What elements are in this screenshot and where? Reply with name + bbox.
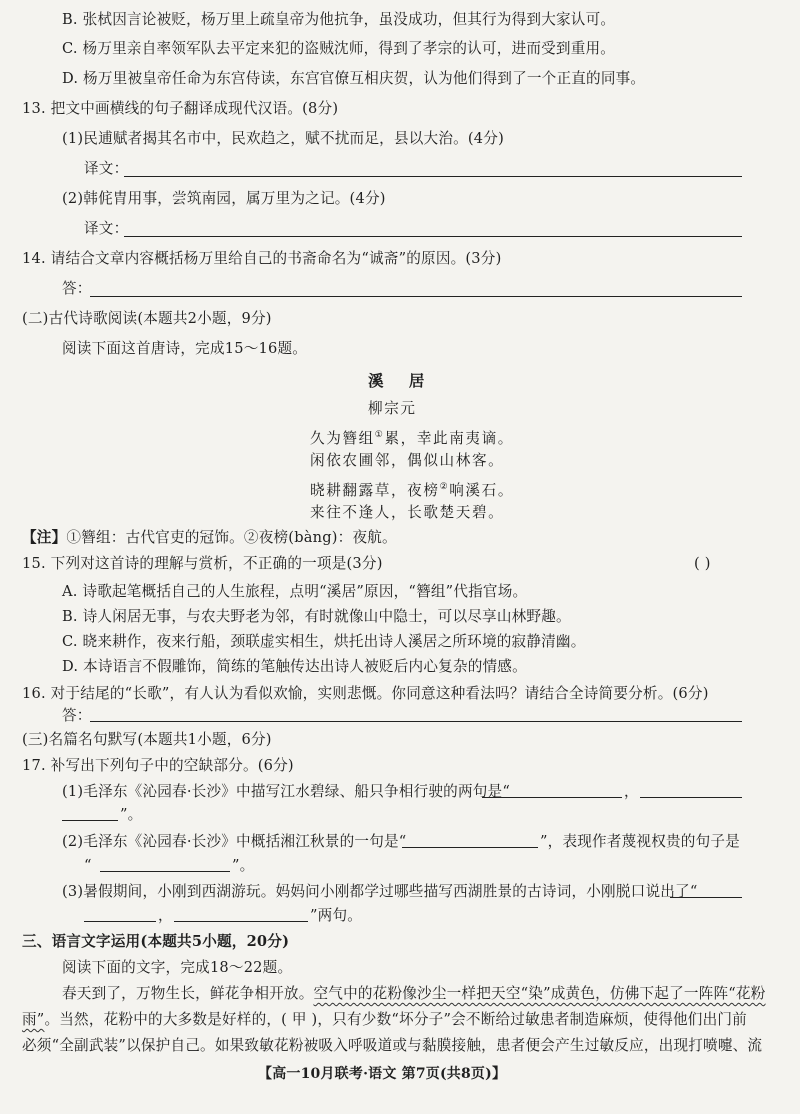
passage-wavy-sentence-1: 空气中的花粉像沙尘一样把天空“染”成黄色，仿佛下起了一阵阵“花粉 xyxy=(313,985,766,1002)
q14-answer-label: 答： xyxy=(62,280,92,297)
poem-line-2: 闲依农圃邻，偶似山林客。 xyxy=(310,452,505,469)
poem-author: 柳宗元 xyxy=(368,400,417,417)
q15-answer-paren[interactable]: ( ) xyxy=(694,555,711,572)
passage-line-1: 春天到了，万物生长，鲜花争相开放。空气中的花粉像沙尘一样把天空“染”成黄色，仿佛下起了一阵阵“花粉 xyxy=(62,985,766,1002)
passage-wavy-sentence-2: 雨” xyxy=(22,1011,45,1028)
q13-answer-label-1: 译文： xyxy=(84,160,129,177)
q15-option-c: C. 晓来耕作，夜来行船，颈联虚实相生，烘托出诗人溪居之所环境的寂静清幽。 xyxy=(62,633,586,650)
q17-s2-open-quote: “ xyxy=(84,857,92,874)
poem-line-3: 晓耕翻露草，夜榜②响溪石。 xyxy=(310,481,515,499)
poem-line-4: 来往不逢人，长歌楚天碧。 xyxy=(310,504,505,521)
q17-s2-text-a: (2)毛泽东《沁园春·长沙》中概括湘江秋景的一句是“ xyxy=(62,833,407,850)
poem-title: 溪 居 xyxy=(368,371,435,390)
q17-s1-end: ”。 xyxy=(120,806,143,823)
q13-answer-line-1[interactable] xyxy=(124,176,742,177)
q17-s1-blank-2a[interactable] xyxy=(640,797,742,798)
q17-s3-end: ”两句。 xyxy=(310,907,363,924)
q12-option-b: B. 张栻因言论被贬，杨万里上疏皇帝为他抗争，虽没成功，但其行为得到大家认可。 xyxy=(62,11,616,28)
q17-stem: 17. 补写出下列句子中的空缺部分。(6分) xyxy=(22,757,294,774)
q15-option-b: B. 诗人闲居无事，与农夫野老为邻，有时就像山中隐士，可以尽享山林野趣。 xyxy=(62,608,571,625)
passage-line-2: 雨”。当然，花粉中的大多数是好样的，( 甲 )，只有少数“坏分子”会不断给过敏患者制造麻烦，使得他们出门前 xyxy=(22,1011,747,1028)
part3-intro: 阅读下面的文字，完成18～22题。 xyxy=(62,959,293,976)
q17-s1-text: (1)毛泽东《沁园春·长沙》中描写江水碧绿、船只争相行驶的两句是“ xyxy=(62,783,510,800)
q17-s3-blank-1a[interactable] xyxy=(670,897,742,898)
section2-heading: (二)古代诗歌阅读(本题共2小题，9分) xyxy=(22,310,272,327)
poem-note: 【注】①簪组：古代官吏的冠饰。②夜榜(bàng)：夜航。 xyxy=(22,529,397,546)
footnote-mark-1: ① xyxy=(374,430,385,440)
q17-s3-blank-1b[interactable] xyxy=(84,921,156,922)
q16-stem: 16. 对于结尾的“长歌”，有人认为看似欢愉，实则悲慨。你同意这种看法吗？请结合全诗简要分析。(6分) xyxy=(22,685,709,702)
q15-option-a: A. 诗歌起笔概括自己的人生旅程，点明“溪居”原因，“簪组”代指官场。 xyxy=(62,583,528,600)
page-footer: 【高一10月联考·语文 第7页(共8页)】 xyxy=(258,1066,507,1082)
q14-stem: 14. 请结合文章内容概括杨万里给自己的书斋命名为“诚斋”的原因。(3分) xyxy=(22,250,502,267)
q17-s3-comma: ， xyxy=(158,907,173,924)
q15-option-d: D. 本诗语言不假雕饰，简练的笔触传达出诗人被贬后内心复杂的情感。 xyxy=(62,658,527,675)
q12-option-d: D. 杨万里被皇帝任命为东宫侍读，东宫官僚互相庆贺，认为他们得到了一个正直的同事。 xyxy=(62,70,646,87)
footnote-mark-2: ② xyxy=(439,482,450,492)
q15-stem: 15. 下列对这首诗的理解与赏析，不正确的一项是(3分) xyxy=(22,555,383,572)
q12-option-c: C. 杨万里亲自率领军队去平定来犯的盗贼沈师，得到了孝宗的认可，进而受到重用。 xyxy=(62,40,616,57)
q13-stem: 13. 把文中画横线的句子翻译成现代汉语。(8分) xyxy=(22,100,339,117)
q17-s1-blank-1[interactable] xyxy=(482,797,622,798)
q16-answer-line[interactable] xyxy=(90,721,742,722)
q14-answer-line[interactable] xyxy=(90,296,742,297)
q17-s2-end: ”。 xyxy=(232,857,255,874)
q13-answer-line-2[interactable] xyxy=(124,236,742,237)
q13-answer-label-2: 译文： xyxy=(84,220,129,237)
poem-line-1: 久为簪组①累，幸此南夷谪。 xyxy=(310,429,515,447)
q17-s3-blank-2[interactable] xyxy=(174,921,308,922)
q17-s2-blank-1[interactable] xyxy=(402,847,538,848)
q17-s2-text-b: ”，表现作者蔑视权贵的句子是 xyxy=(540,833,740,850)
q17-s2-blank-2[interactable] xyxy=(100,871,230,872)
section2-intro: 阅读下面这首唐诗，完成15～16题。 xyxy=(62,340,308,357)
q17-s1-comma: ， xyxy=(624,783,639,800)
part3-heading: 三、语言文字运用(本题共5小题，20分) xyxy=(22,933,290,950)
q13-sentence-1: (1)民逋赋者揭其名市中，民欢趋之，赋不扰而足，县以大治。(4分) xyxy=(62,130,504,147)
q16-answer-label: 答： xyxy=(62,707,92,724)
section3-heading: (三)名篇名句默写(本题共1小题，6分) xyxy=(22,731,272,748)
q17-s1-blank-2b[interactable] xyxy=(62,820,118,821)
passage-line-3: 必须“全副武装”以保护自己。如果致敏花粉被吸入呼吸道或与黏膜接触，患者便会产生过敏反应，出现打喷嚏、流 xyxy=(22,1037,763,1054)
q13-sentence-2: (2)韩侂胄用事，尝筑南园，属万里为之记。(4分) xyxy=(62,190,386,207)
q17-s3-text: (3)暑假期间，小刚到西湖游玩。妈妈问小刚都学过哪些描写西湖胜景的古诗词，小刚脱口说出了“ xyxy=(62,883,698,900)
